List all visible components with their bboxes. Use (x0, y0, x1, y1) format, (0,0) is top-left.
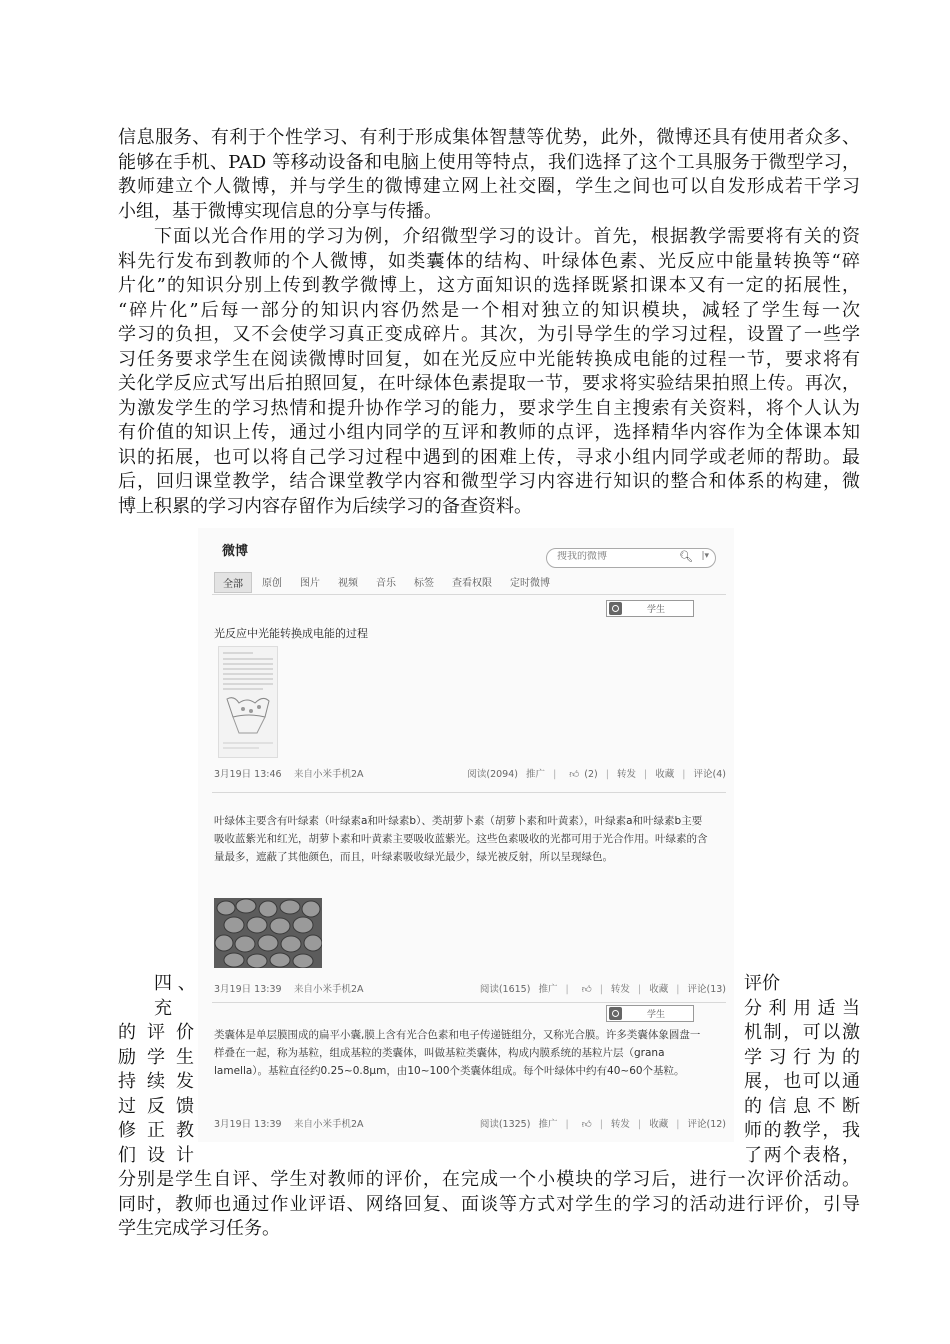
text-line: 师的教学，我 (744, 1120, 860, 1141)
chevron-down-icon[interactable]: |▾ (701, 551, 709, 561)
tab-bar (214, 572, 560, 593)
post-time: 3月19日 13:46 (214, 769, 282, 780)
paragraph-2 (118, 225, 860, 519)
text-line: 教师建立个人微博，并与学生的微博建立网上社交圈，学生之间也可以自发形成若干学习 (118, 176, 860, 197)
weibo-screenshot (198, 528, 734, 1142)
text-line: 小组，基于微博实现信息的分享与传播。 (118, 200, 442, 222)
text-line: 的信息不断 (744, 1095, 860, 1117)
forward-link[interactable]: 转发 (610, 1119, 630, 1130)
tab-images[interactable]: 图片 (300, 578, 320, 589)
divider (212, 792, 726, 793)
search-icon[interactable]: 🔍︎ (679, 550, 693, 563)
text-line: 展，也可以通 (744, 1071, 860, 1092)
promote-link[interactable]: 推广 (526, 769, 546, 780)
like-button[interactable] (577, 1119, 592, 1130)
tab-tags[interactable]: 标签 (414, 578, 434, 589)
text-line: 学习的负担，又不会使学习真正变成碎片。其次，为引导学生的学习过程，设置了一些学 (118, 324, 860, 345)
forward-link[interactable]: 转发 (610, 984, 630, 995)
divider (212, 594, 726, 595)
paragraph-3 (118, 1168, 860, 1242)
promote-link[interactable]: 推广 (538, 984, 558, 995)
comment-link[interactable]: 评论(12) (687, 1119, 726, 1130)
post-image[interactable] (218, 646, 278, 758)
post-text: 叶绿体主要含有叶绿素（叶绿素a和叶绿素b）、类胡萝卜素（胡萝卜素和叶黄素），叶绿素a和叶绿素b主要吸收蓝紫光和红光，胡萝卜素和叶黄素主要吸收蓝紫光。这些色素吸收的光都可用于光合作用。叶绿素的含量最多，遮蔽了其他颜色，而且，叶绿素吸收绿光最少，绿光被反射，所以呈现绿色。 (214, 815, 708, 863)
text-line: 评价 (744, 973, 780, 994)
text-line: 学生完成学习任务。 (118, 1218, 280, 1239)
tag-icon (609, 602, 622, 615)
text-line: 机制，可以激 (744, 1022, 860, 1043)
text-line: 能够在手机、PAD 等移动设备和电脑上使用等特点，我们选择了这个工具服务于微型学习， (118, 151, 860, 173)
text-line: 料先行发布到教师的个人微博，如类囊体的结构、叶绿体色素、光反应中能量转换等“碎 (118, 250, 860, 272)
read-count: 阅读(2094) (467, 769, 518, 780)
wrapped-text-left (118, 972, 194, 1168)
text-line: 为激发学生的学习热情和提升协作学习的能力，要求学生自主搜索有关资料，将个人认为 (118, 397, 860, 419)
paragraph-1 (118, 126, 860, 224)
post-image[interactable] (214, 898, 322, 968)
tab-permissions[interactable]: 查看权限 (452, 578, 492, 589)
tab-all[interactable]: 全部 (214, 572, 252, 593)
post-time: 3月19日 13:39 (214, 1119, 282, 1130)
tab-original[interactable]: 原创 (262, 578, 282, 589)
text-line: 过 反 馈 (118, 1095, 194, 1117)
post-source[interactable]: 小米手机2A (313, 769, 364, 780)
text-line: 分利用适当 (744, 997, 860, 1019)
read-count: 阅读(1615) (479, 984, 531, 995)
text-line: 有价值的知识上传，通过小组内同学的互评和教师的点评，选择精华内容作为全体课本知 (118, 422, 860, 443)
text-line: “碎片化”后每一部分的知识内容仍然是一个相对独立的知识模块，减轻了学生每一次 (118, 299, 860, 321)
thumbs-up-icon: 👍︎ (569, 769, 580, 780)
post-source[interactable]: 小米手机2A (313, 1119, 364, 1130)
text-line: 持 续 发 (118, 1071, 194, 1092)
text-line: 习任务要求学生在阅读微博时回复，如在光反应中光能转换成电能的过程一节，要求将有 (118, 348, 860, 370)
text-line: 后，回归课堂教学，结合课堂教学内容和微型学习内容进行知识的整合和体系的构建，微 (118, 471, 860, 492)
post-meta: 3月19日 13:39 来自小米手机2A 阅读(1615) 推广 | 👍︎ | 转发 | 收藏 | 评论(13) (214, 981, 726, 995)
text-line: 学习行为的 (744, 1046, 860, 1068)
text-line: 下面以光合作用的学习为例，介绍微型学习的设计。首先，根据教学需要将有关的资 (154, 226, 860, 247)
search-box[interactable] (546, 548, 716, 568)
read-count: 阅读(1325) (479, 1119, 531, 1130)
text-line: 四 、 (154, 973, 196, 994)
text-line: 关化学反应式写出后拍照回复，在叶绿体色素提取一节，要求将实验结果拍照上传。再次， (118, 373, 860, 394)
favorite-link[interactable]: 收藏 (649, 1119, 669, 1130)
comment-link[interactable]: 评论(13) (687, 984, 726, 995)
comment-link[interactable]: 评论(4) (693, 769, 726, 780)
weibo-brand: 微博 (222, 544, 249, 559)
text-line: 信息服务、有利于个性学习、有利于形成集体智慧等优势，此外，微博还具有使用者众多、 (118, 127, 860, 148)
promote-link[interactable]: 推广 (538, 1119, 558, 1130)
text-line: 识的拓展，也可以将自己学习过程中遇到的困难上传，寻求小组内同学或老师的帮助。最 (118, 446, 860, 468)
forward-link[interactable]: 转发 (616, 769, 636, 780)
text-line: 片化”的知识分别上传到教学微博上，这方面知识的选择既紧扣课本又有一定的拓展性， (118, 275, 860, 296)
tab-video[interactable]: 视频 (338, 578, 358, 589)
like-button[interactable]: 👍︎ (2) (569, 769, 598, 780)
post-source[interactable]: 小米手机2A (313, 984, 364, 995)
favorite-link[interactable]: 收藏 (655, 769, 675, 780)
text-line: 同时，教师也通过作业评语、网络回复、面谈等方式对学生的学习的活动进行评价，引导 (118, 1193, 860, 1215)
text-line: 了两个表格， (744, 1144, 860, 1166)
divider (212, 1002, 726, 1003)
post-title: 光反应中光能转换成电能的过程 (214, 627, 368, 640)
text-line: 修 正 教 (118, 1120, 194, 1141)
text-line: 励 学 生 (118, 1046, 194, 1068)
text-line: 博上积累的学习内容存留作为后续学习的备查资料。 (118, 495, 532, 517)
thumbs-up-icon: 👍︎ (581, 1119, 592, 1130)
like-button[interactable] (577, 984, 592, 995)
tab-music[interactable]: 音乐 (376, 578, 396, 589)
tab-scheduled[interactable]: 定时微博 (510, 578, 550, 589)
thumbs-up-icon: 👍︎ (581, 984, 592, 995)
text-line: 分别是学生自评、学生对教师的评价，在完成一个小模块的学习后，进行一次评价活动。 (118, 1169, 860, 1190)
post-meta: 3月19日 13:39 来自小米手机2A 阅读(1325) 推广 | 👍︎ | 转发 | 收藏 | 评论(12) (214, 1116, 726, 1130)
text-line: 们 设 计 (118, 1144, 194, 1166)
post-meta: 3月19日 13:46 来自小米手机2A 阅读(2094) 推广 | 👍︎ (2) | 转发 | 收藏 | 评论(4) (214, 766, 726, 780)
tag-icon (609, 1007, 622, 1020)
search-input[interactable] (557, 551, 667, 562)
post-text: 类囊体是单层膜围成的扁平小囊,膜上含有光合色素和电子传递链组分，又称光合膜。许多类囊体象圆盘一样叠在一起，称为基粒，组成基粒的类囊体，叫做基粒类囊体，构成内膜系统的基粒片层（grana lamella）。基粒直径约0.25~0.8μm，由10~100个类囊体组成。每个叶绿体中约有40~60个基粒。 (214, 1029, 701, 1077)
text-line: 的 评 价 (118, 1022, 194, 1043)
post-time: 3月19日 13:39 (214, 984, 282, 995)
post-tag: 学生 (606, 1005, 694, 1022)
favorite-link[interactable]: 收藏 (649, 984, 669, 995)
wrapped-text-right (744, 972, 860, 1168)
post-tag: 学生 (606, 600, 694, 617)
text-line: 充 (154, 997, 172, 1019)
